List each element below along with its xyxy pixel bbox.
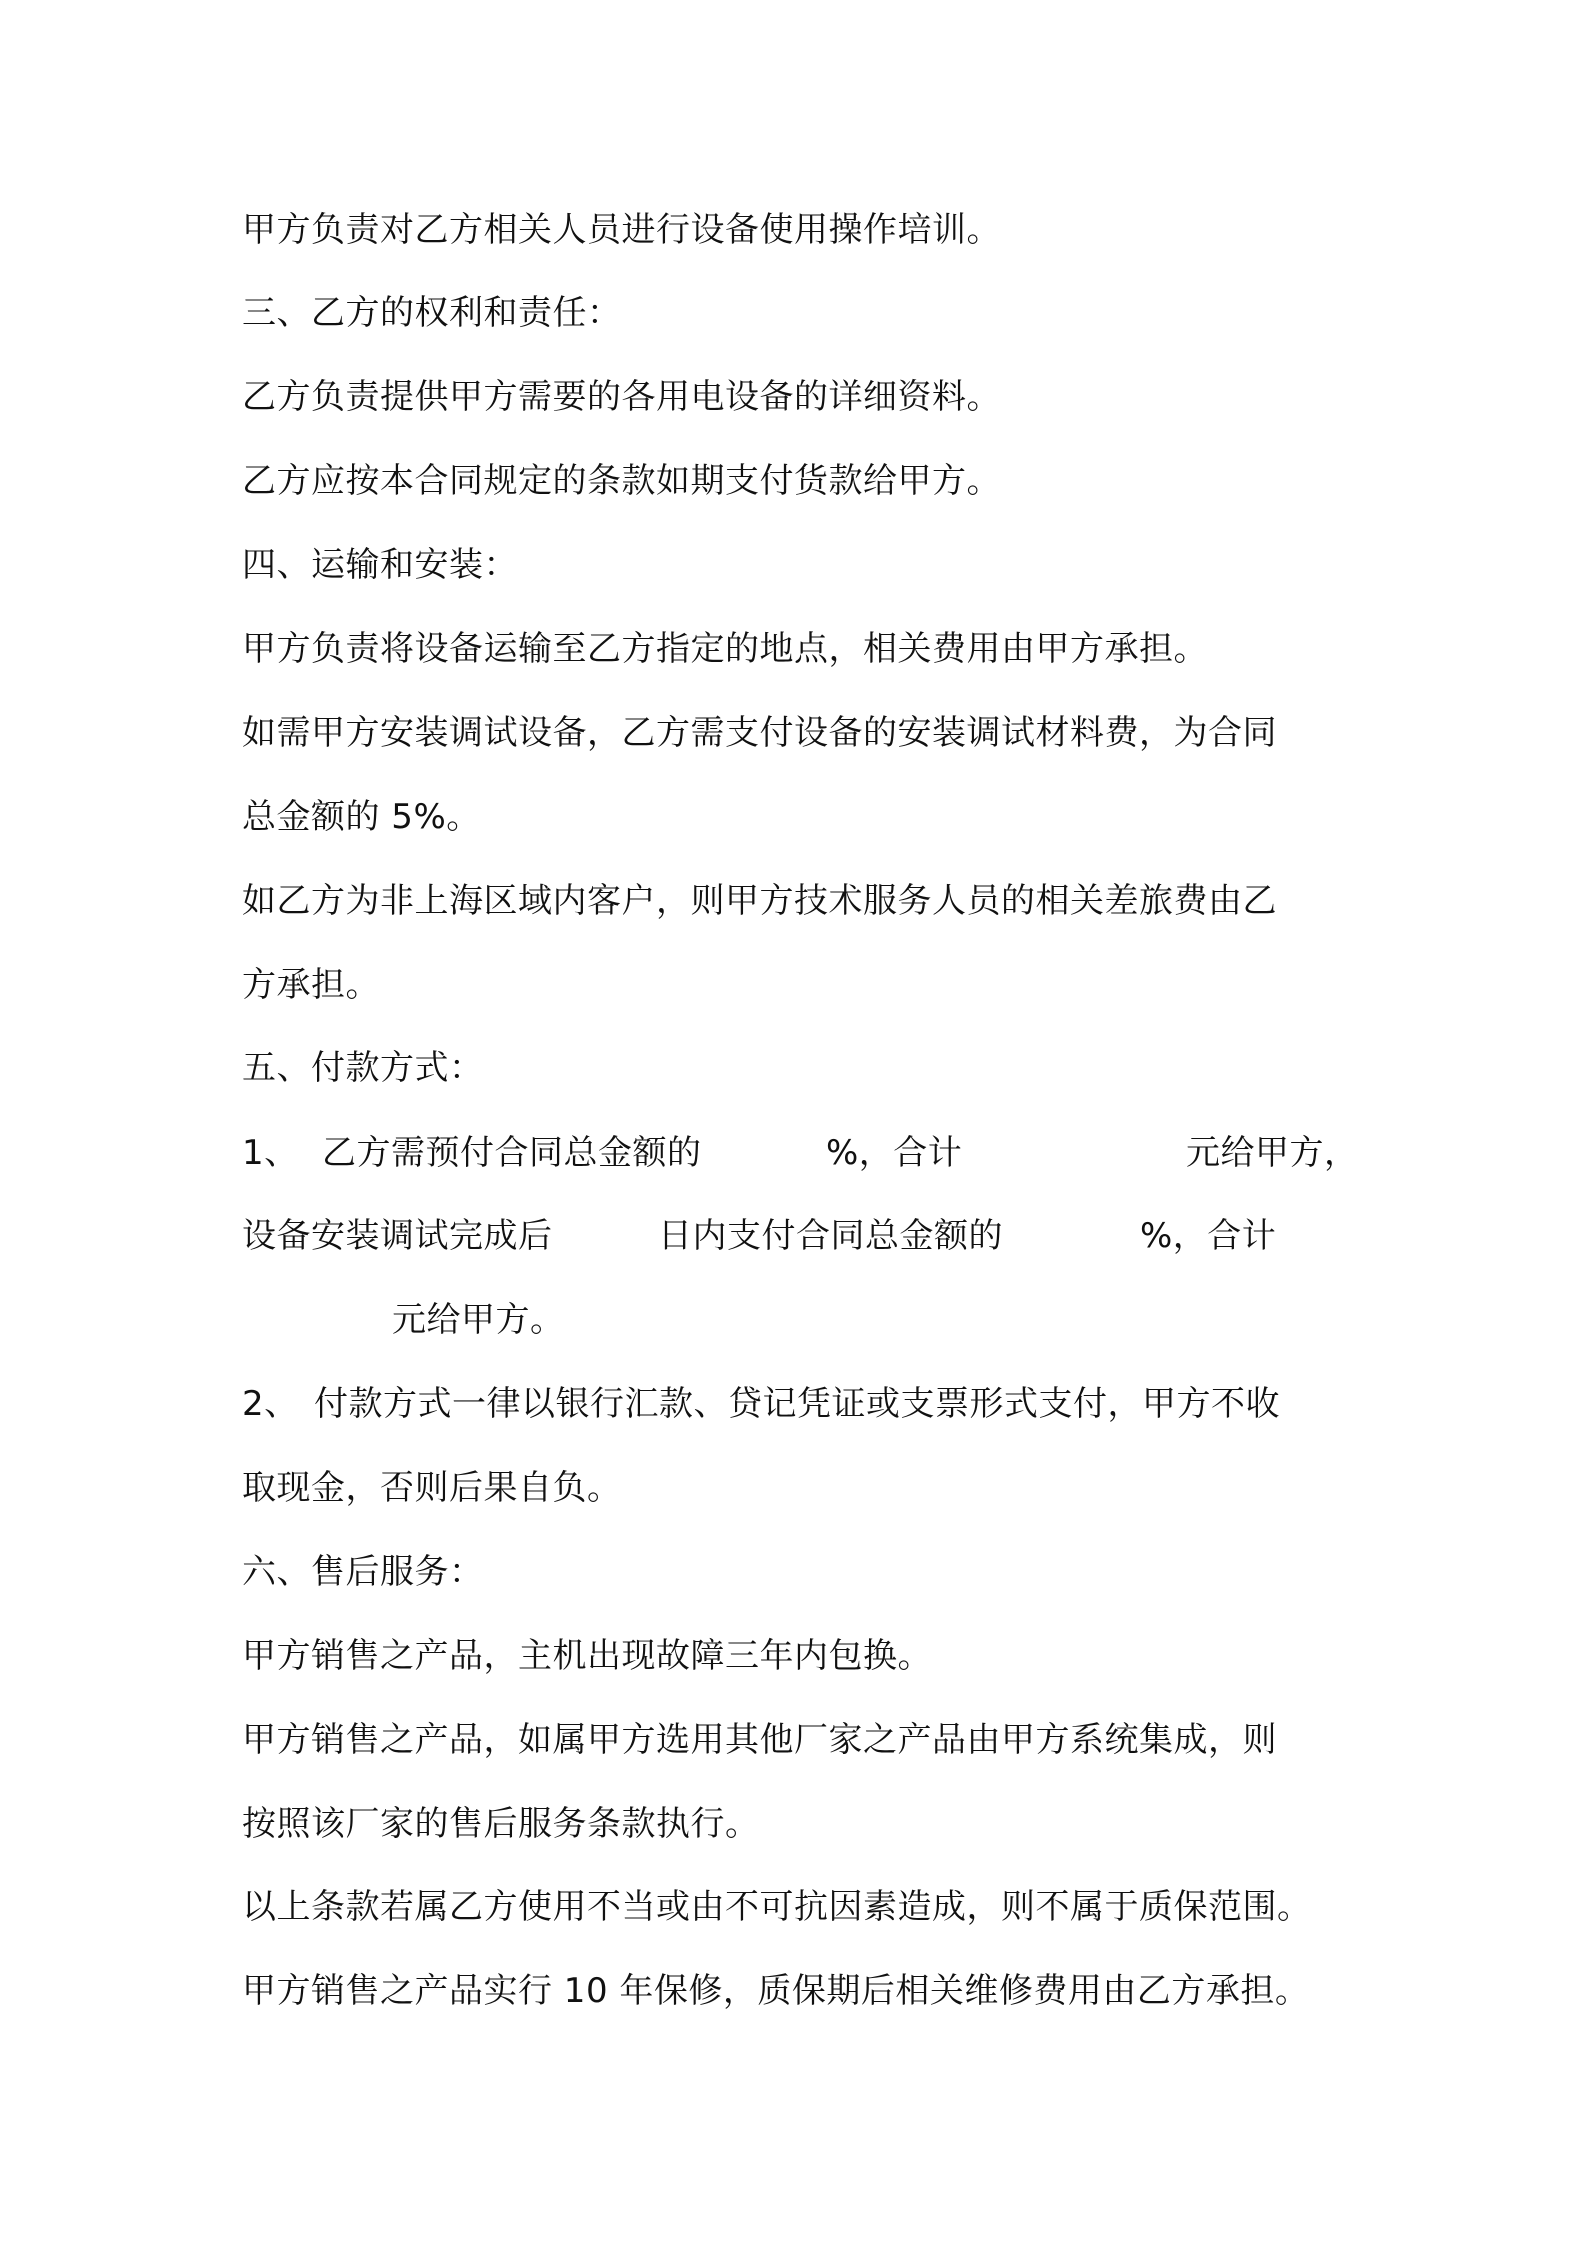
paragraph-install-2: 总金额的 5%。 [242, 797, 481, 837]
payment-item2-text: 付款方式一律以银行汇款、贷记凭证或支票形式支付，甲方不收 [314, 1384, 1280, 1424]
paragraph-travel-2: 方承担。 [242, 965, 380, 1005]
payment-item1-line2-c: %，合计 [1140, 1216, 1277, 1256]
paragraph-exclusion: 以上条款若属乙方使用不当或由不可抗因素造成，则不属于质保范围。 [242, 1887, 1312, 1927]
paragraph-transport: 甲方负责将设备运输至乙方指定的地点，相关费用由甲方承担。 [242, 629, 1208, 669]
payment-item1-text-c: 元给甲方， [1186, 1133, 1359, 1173]
section-heading-4: 四、运输和安装： [242, 545, 518, 585]
payment-item2-number: 2、 [242, 1384, 299, 1424]
payment-item1-line3: 元给甲方。 [392, 1300, 565, 1340]
paragraph-pay-on-time: 乙方应按本合同规定的条款如期支付货款给甲方。 [242, 461, 1001, 501]
paragraph-third-party-2: 按照该厂家的售后服务条款执行。 [242, 1804, 760, 1844]
payment-item1-line2-a: 设备安装调试完成后 [242, 1216, 553, 1256]
payment-item1-text-b: %，合计 [826, 1133, 963, 1173]
paragraph-third-party-1: 甲方销售之产品，如属甲方选用其他厂家之产品由甲方系统集成，则 [242, 1720, 1277, 1760]
section-heading-3: 三、乙方的权利和责任： [242, 293, 622, 333]
paragraph-warranty: 甲方销售之产品实行 10 年保修，质保期后相关维修费用由乙方承担。 [242, 1971, 1310, 2011]
section-heading-5: 五、付款方式： [242, 1048, 484, 1088]
payment-item1-text-a: 乙方需预付合同总金额的 [322, 1133, 702, 1173]
paragraph-replacement: 甲方销售之产品，主机出现故障三年内包换。 [242, 1636, 932, 1676]
paragraph-travel-1: 如乙方为非上海区域内客户，则甲方技术服务人员的相关差旅费由乙 [242, 881, 1277, 921]
section-heading-6: 六、售后服务： [242, 1552, 484, 1592]
paragraph-training: 甲方负责对乙方相关人员进行设备使用操作培训。 [242, 210, 1001, 250]
payment-item2-line2: 取现金，否则后果自负。 [242, 1468, 622, 1508]
payment-item1-number: 1、 [242, 1133, 299, 1173]
paragraph-install-1: 如需甲方安装调试设备，乙方需支付设备的安装调试材料费，为合同 [242, 713, 1277, 753]
paragraph-provide-info: 乙方负责提供甲方需要的各用电设备的详细资料。 [242, 377, 1001, 417]
payment-item1-line2-b: 日内支付合同总金额的 [658, 1216, 1003, 1256]
